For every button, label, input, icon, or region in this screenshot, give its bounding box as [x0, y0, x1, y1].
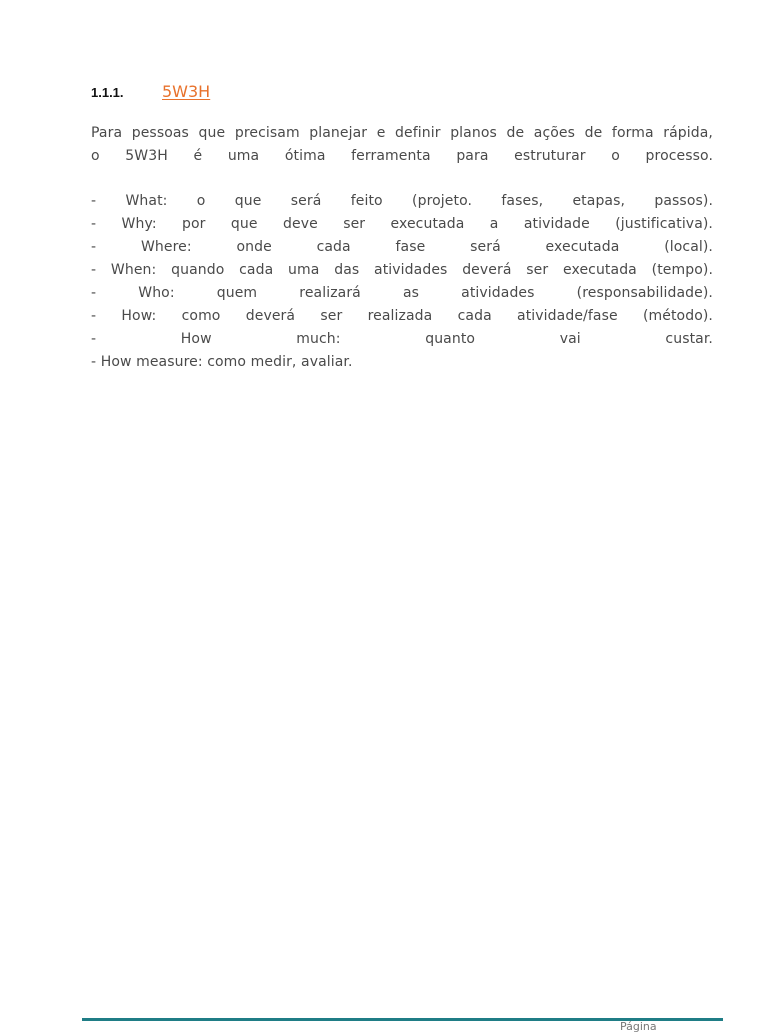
intro-line: o 5W3H é uma ótima ferramenta para estruturar o processo. — [91, 148, 713, 164]
section-heading — [91, 82, 210, 101]
section-number: 1.1.1. — [91, 85, 124, 100]
list-item-why: - Why: por que deve ser executada a atividade (justificativa). — [91, 216, 713, 232]
paragraph-gap — [91, 168, 713, 190]
list-item-how-much: - How much: quanto vai custar. — [91, 331, 713, 347]
list-item-how-measure: - How measure: como medir, avaliar. — [91, 354, 353, 370]
intro-line: Para pessoas que precisam planejar e definir planos de ações de forma rápida, — [91, 125, 713, 141]
list-item-what: - What: o que será feito (projeto. fases, etapas, passos). — [91, 193, 713, 209]
footer-page-label: Página — [620, 1020, 657, 1033]
list-item-when: - When: quando cada uma das atividades deverá ser executada (tempo). — [91, 262, 713, 278]
list-item-where: - Where: onde cada fase será executada (local). — [91, 239, 713, 255]
list-item-how: - How: como deverá ser realizada cada atividade/fase (método). — [91, 308, 713, 324]
list-item-who: - Who: quem realizará as atividades (responsabilidade). — [91, 285, 713, 301]
body-text — [91, 122, 713, 374]
section-title: 5W3H — [162, 82, 211, 101]
